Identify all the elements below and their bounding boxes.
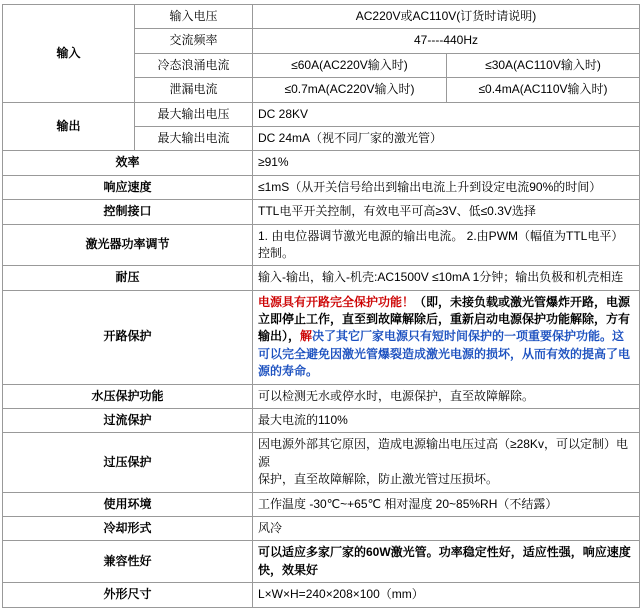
- row-sub-label: 输入电压: [135, 5, 253, 29]
- row-value: AC220V或AC110V(订货时请说明): [253, 5, 640, 29]
- table-row: [3, 409, 640, 433]
- row-value: ≤30A(AC110V输入时): [447, 53, 640, 77]
- table-row: [3, 516, 640, 540]
- row-sub-label: 最大输出电流: [135, 126, 253, 150]
- row-value: DC 28KV: [253, 102, 640, 126]
- value-segment: 光管爆裂造成激光电源的损坏，从而有效的提高了电源的寿命。: [258, 346, 631, 379]
- row-label: 输出: [3, 102, 135, 151]
- value-segment: 电源具有开路完全保护功能！: [258, 294, 415, 309]
- table-row: [3, 5, 640, 29]
- row-label: 过压保护: [3, 433, 253, 492]
- table-row: [3, 583, 640, 607]
- table-row: [3, 200, 640, 224]
- table-row: [3, 433, 640, 492]
- row-label: 耐压: [3, 266, 253, 290]
- row-label: 兼容性好: [3, 541, 253, 583]
- row-value: ≥91%: [253, 151, 640, 175]
- row-label: 控制接口: [3, 200, 253, 224]
- row-value: 47----440Hz: [253, 29, 640, 53]
- table-row: [3, 492, 640, 516]
- row-label: 外形尺寸: [3, 583, 253, 607]
- row-value: 1. 由电位器调节激光电源的输出电流。 2.由PWM（幅值为TTL电平）控制。: [253, 224, 640, 266]
- table-row: [3, 151, 640, 175]
- row-value: 可以检测无水或停水时，电源保护，直至故障解除。: [253, 384, 640, 408]
- row-label: 冷却形式: [3, 516, 253, 540]
- table-row: [3, 224, 640, 266]
- value-segment: 功率稳定性好，适应性强，响应速度快，效果好: [258, 545, 631, 577]
- value-segment: （即，未接负载或激光管爆炸开路，电源立即: [258, 294, 631, 327]
- row-value: ≤0.7mA(AC220V输入时): [253, 78, 447, 102]
- row-value: TTL电平开关控制，有效电平可高≥3V、低≤0.3V选择: [253, 200, 640, 224]
- row-sub-label: 冷态浪涌电流: [135, 53, 253, 77]
- row-value: [253, 541, 640, 583]
- table-row: [3, 541, 640, 583]
- row-label: 响应速度: [3, 175, 253, 199]
- value-segment: 可以适应多家厂家的60W激光管。: [258, 545, 439, 560]
- row-value: L×W×H=240×208×100（mm）: [253, 583, 640, 607]
- row-value: [253, 290, 640, 384]
- table-row: [3, 102, 640, 126]
- row-value: 工作温度 -30℃~+65℃ 相对湿度 20~85%RH（不结露）: [253, 492, 640, 516]
- table-row: [3, 175, 640, 199]
- table-row: [3, 266, 640, 290]
- value-segment: 决了其它厂家电源只有短时间保护的一项重要保护功能。这可以完全避免因激: [258, 329, 625, 361]
- row-value: ≤1mS（从开关信号给出到输出电流上升到设定电流90%的时间）: [253, 175, 640, 199]
- specification-table-body: [3, 5, 640, 608]
- table-row: [3, 384, 640, 408]
- value-segment: 停止工作，直至到故障解除后，重新启动电源保护功能解除，方有输出），: [258, 312, 631, 344]
- row-label: 效率: [3, 151, 253, 175]
- row-value: 因电源外部其它原因，造成电源输出电压过高（≥28Kv，可以定制）电源 保护，直至故障解除，防止激光管过压损坏。: [253, 433, 640, 492]
- row-sub-label: 交流频率: [135, 29, 253, 53]
- row-sub-label: 最大输出电压: [135, 102, 253, 126]
- row-label: 开路保护: [3, 290, 253, 384]
- row-sub-label: 泄漏电流: [135, 78, 253, 102]
- row-value: ≤60A(AC220V输入时): [253, 53, 447, 77]
- value-segment: 解: [300, 329, 313, 344]
- row-value: ≤0.4mA(AC110V输入时): [447, 78, 640, 102]
- row-label: 水压保护功能: [3, 384, 253, 408]
- row-label: 过流保护: [3, 409, 253, 433]
- row-value: 最大电流的110%: [253, 409, 640, 433]
- row-label: 使用环境: [3, 492, 253, 516]
- row-value: 输入-输出，输入-机壳:AC1500V ≤10mA 1分钟；输出负极和机壳相连: [253, 266, 640, 290]
- row-value: 风冷: [253, 516, 640, 540]
- row-value: DC 24mA（视不同厂家的激光管）: [253, 126, 640, 150]
- row-label: 激光器功率调节: [3, 224, 253, 266]
- table-row: [3, 290, 640, 384]
- row-label: 输入: [3, 5, 135, 103]
- specification-table: [2, 4, 640, 608]
